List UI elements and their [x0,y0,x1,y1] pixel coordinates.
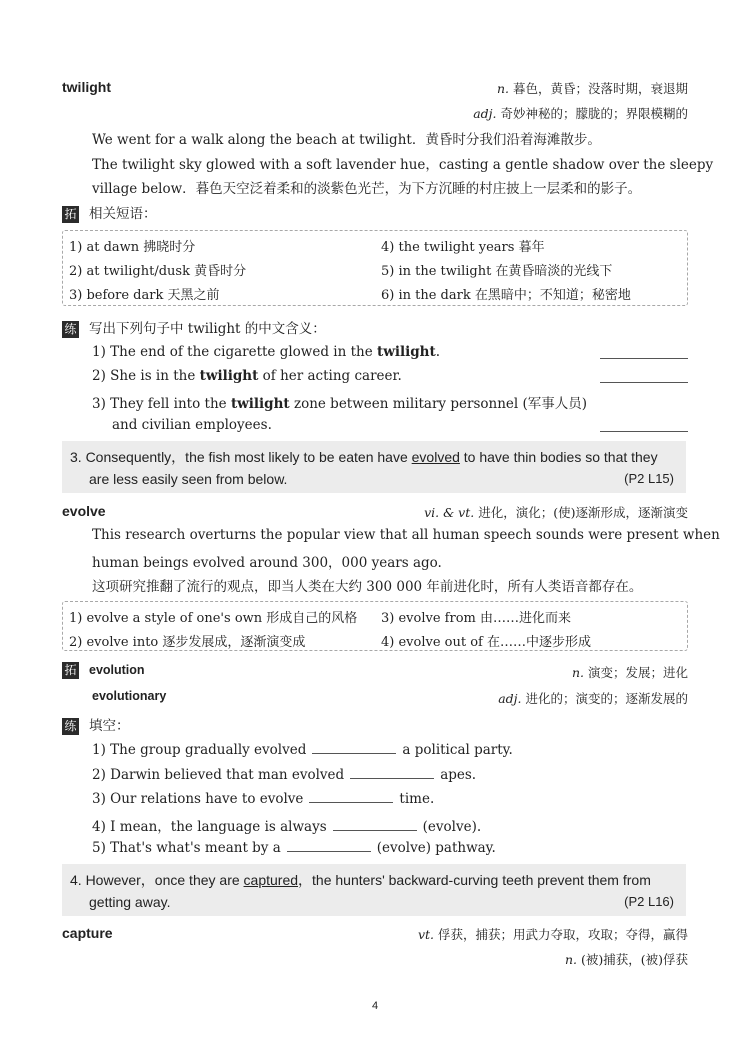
exercise-badge: 练 [62,718,79,735]
phrase-item: 2) evolve into 逐步发展成，逐渐演变成 [69,635,306,650]
twilight-question-1: 1) The end of the cigarette glowed in the twilight. [92,344,441,360]
evolve-fill-4: 4) I mean，the language is always (evolve). [92,819,482,835]
extension-badge: 拓 [62,206,79,223]
evolve-example-1b: human beings evolved around 300，000 years ago. [92,555,442,571]
evolve-fill-3: 3) Our relations have to evolve time. [92,791,435,807]
sentence-4-line-1: 4. However，once they are captured，the hunters' backward-curving teeth prevent them from [70,872,651,888]
evolve-derivative-1 [62,662,145,679]
extension-title: 相关短语： [89,206,157,222]
evolve-fill-1: 1) The group gradually evolved a political party. [92,742,513,758]
twilight-question-3-cont: and civilian employees. [112,417,272,433]
fill-blank[interactable] [312,741,396,754]
capture-def-noun: n. (被)捕获，(被)俘获 [564,952,688,967]
evolve-phrase-box [62,601,688,651]
phrase-item: 2) at twilight/dusk 黄昏时分 [69,264,247,279]
evolve-fill-5: 5) That's what's meant by a (evolve) pathway. [92,840,496,856]
phrase-item: 3) before dark 天黑之前 [69,288,220,303]
twilight-question-3: 3) They fell into the twilight zone between military personnel (军事人员) [92,396,588,412]
evolve-derivative-1-def: n. 演变；发展；进化 [571,665,688,680]
fill-blank[interactable] [309,790,393,803]
twilight-example-2a: The twilight sky glowed with a soft lavender hue，casting a gentle shadow over the sleepy [92,157,714,173]
phrase-item: 6) in the dark 在黑暗中；不知道；秘密地 [381,288,631,303]
twilight-example-1: We went for a walk along the beach at twilight．黄昏时分我们沿着海滩散步。 [92,132,601,148]
fill-blank[interactable] [333,818,417,831]
derivative-word: evolution [89,663,145,677]
sentence-4-box [62,864,686,916]
phrase-item: 4) evolve out of 在……中逐步形成 [381,635,591,650]
fill-blank[interactable] [350,766,434,779]
phrase-item: 3) evolve from 由……进化而来 [381,611,571,626]
phrase-item: 5) in the twilight 在黄昏暗淡的光线下 [381,264,613,279]
twilight-def-adj: adj. 奇妙神秘的；朦胧的；界限模糊的 [473,106,688,121]
evolve-def: vi. & vt. 进化，演化；(使)逐渐形成，逐渐演变 [424,505,688,520]
sentence-4-ref: (P2 L16) [624,894,674,909]
headword-evolve: evolve [62,503,106,519]
phrase-item: 4) the twilight years 暮年 [381,240,545,255]
headword-capture: capture [62,925,113,941]
answer-blank-1[interactable] [600,358,688,359]
headword-twilight: twilight [62,79,111,95]
sentence-3-line-2: are less easily seen from below. [89,471,288,487]
exercise-title: 写出下列句子中 twilight 的中文含义： [89,321,326,337]
twilight-phrase-box [62,230,688,306]
sentence-3-line-1: 3. Consequently，the fish most likely to be eaten have evolved to have thin bodies so that they [70,449,658,465]
twilight-def-noun: n. 暮色，黄昏；没落时期，衰退期 [496,81,688,96]
fill-blank[interactable] [287,839,371,852]
phrase-item: 1) at dawn 拂晓时分 [69,240,196,255]
page-number: 4 [371,1000,379,1012]
twilight-exercise-heading [62,317,326,338]
evolve-fill-2: 2) Darwin believed that man evolved apes. [92,767,477,783]
evolve-derivative-2-def: adj. 进化的；演变的；逐渐发展的 [498,691,688,706]
evolve-example-1c: 这项研究推翻了流行的观点，即当人类在大约 300 000 年前进化时，所有人类语音都存在。 [92,579,643,595]
twilight-example-2b: village below．暮色天空泛着柔和的淡紫色光芒，为下方沉睡的村庄披上一层柔和的影子。 [92,181,642,197]
exercise-title: 填空： [89,718,130,734]
phrase-item: 1) evolve a style of one's own 形成自己的风格 [69,611,358,626]
sentence-4-line-2: getting away. [89,894,171,910]
capture-def-verb: vt. 俘获，捕获；用武力夺取，攻取；夺得，赢得 [417,927,688,942]
evolve-example-1a: This research overturns the popular view that all human speech sounds were present when [92,527,720,543]
sentence-3-ref: (P2 L15) [624,471,674,486]
evolve-exercise-heading [62,714,130,735]
twilight-question-2: 2) She is in the twilight of her acting career. [92,368,402,384]
extension-badge: 拓 [62,662,79,679]
twilight-extension-heading [62,202,157,223]
answer-blank-2[interactable] [600,382,688,383]
answer-blank-3[interactable] [600,431,688,432]
sentence-3-box [62,441,686,493]
evolve-derivative-2: evolutionary [92,689,167,703]
exercise-badge: 练 [62,321,79,338]
